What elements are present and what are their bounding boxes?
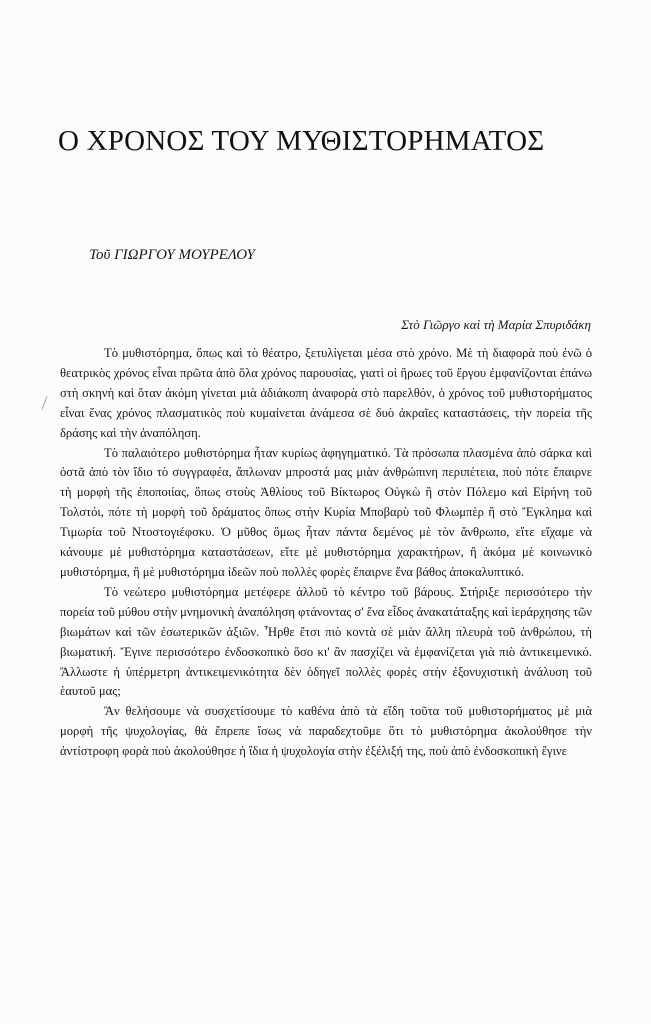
article-dedication: Στὸ Γιῶργο καὶ τὴ Μαρία Σπυριδάκη xyxy=(401,317,591,332)
margin-mark xyxy=(42,396,48,409)
paragraph-2: Τὸ παλαιότερο μυθιστόρημα ἦταν κυρίως ἀφηγηματικό. Τὰ πρόσωπα πλασμένα ἀπὸ σάρκα καὶ ὀστᾶ ἀπὸ τὸν ἴδιο τὸ συγγραφέα, ἅπλωναν μπροστά μας μιὰν ἀνθρώπινη περιπέτεια, ποὺ πότε ἔπαιρνε τὴ μορφὴ τῆς ἐποποιίας, ὅπως στοὺς Ἀθλίους τοῦ Βίκτωρος Οὐγκὼ ἢ στὸν Πόλεμο καὶ Εἰρήνη τοῦ Τολστόι, πότε τὴ μορφὴ τοῦ δράματος ὅπως στὴν Κυρία Μποβαρὺ τοῦ Φλωμπὲρ ἢ στὸ Ἔγκλημα καὶ Τιμωρία τοῦ Ντοστογιέφσκυ. Ὁ μῦθος ὅμως ἦταν πάντα δεμένος μὲ τὸν ἄνθρωπο, εἴτε εἴχαμε νὰ κάνουμε μὲ μυθιστόρημα καταστάσεων, εἴτε μὲ μυθιστόρημα χαρακτήρων, ἢ ἀκόμα μὲ κοινωνικὸ μυθιστόρημα, ἢ μὲ μυθιστόρημα ἰδεῶν ποὺ πολλὲς φορὲς ἔπαιρνε ἕνα βάθος ἀποκαλυπτικό. xyxy=(60,445,592,579)
article-author: Τοῦ ΓΙΩΡΓΟΥ ΜΟΥΡΕΛΟΥ xyxy=(89,247,255,263)
article-title: Ο ΧΡΟΝΟΣ ΤΟΥ ΜΥΘΙΣΤΟΡΗΜΑΤΟΣ xyxy=(58,125,545,157)
article-body xyxy=(60,344,592,762)
paragraph-3: Τὸ νεώτερο μυθιστόρημα μετέφερε ἀλλοῦ τὸ κέντρο τοῦ βάρους. Στήριξε περισσότερο τὴν πορεία τοῦ μύθου στὴν μνημονικὴ ἀναπόληση φτάνοντας σ' ἕνα εἶδος ἀνακατάταξης καὶ ἱεράρχησης τῶν βιωμάτων καὶ τῶν ἐσωτερικῶν ἀξιῶν. Ἦρθε ἔτσι πιὸ κοντὰ σὲ μιὰν ἄλλη πλευρὰ τοῦ ἀνθρώπου, τὴ βιωματική. Ἔγινε περισσότερο ἐνδοσκοπικὸ ὅσο κι' ἂν πασχίζει νὰ ἐμφανίζεται γιὰ πιὸ ἀντικειμενικό. Ἄλλωστε ἡ ὑπέρμετρη ἀντικειμενικότητα δὲν ὁδηγεῖ πολλὲς φορὲς στὴν ἐξονυχιστικὴ ἀνάλυση τοῦ ἑαυτοῦ μας; xyxy=(60,584,592,699)
paragraph-1: Τὸ μυθιστόρημα, ὅπως καὶ τὸ θέατρο, ξετυλίγεται μέσα στὸ χρόνο. Μὲ τὴ διαφορὰ ποὺ ἐνῶ ὁ θεατρικὸς χρόνος εἶναι πρῶτα ἀπὸ ὅλα χρόνος παρουσίας, γιατὶ οἱ ἥρωες τοῦ ἔργου ἐμφανίζονται ἐπάνω στὴ σκηνὴ καὶ ὅταν ἀκόμη γίνεται μιὰ ἀδιάκοπη ἀναφορὰ στὸ παρελθόν, ὁ χρόνος τοῦ μυθιστορήματος εἶναι ἕνας χρόνος πλασματικὸς ποὺ κυμαίνεται ἀνάμεσα σὲ δυὸ ἀκραῖες καταστάσεις, τὴν πορεία τῆς δράσης καὶ τὴν ἀναπόληση. xyxy=(60,346,592,440)
paragraph-4: Ἂν θελήσουμε νὰ συσχετίσουμε τὸ καθένα ἀπὸ τὰ εἴδη τοῦτα τοῦ μυθιστορήματος μὲ μιὰ μορφὴ τῆς ψυχολογίας, θὰ ἔπρεπε ἴσως νὰ παραδεχτοῦμε ὅτι τὸ μυθιστόρημα ἀκολούθησε τὴν ἀντίστροφη φορὰ ποὺ ἀκολούθησε ἡ ἴδια ἡ ψυχολογία στὴν ἐξέλιξή της, ποὺ ἀπὸ ἐνδοσκοπικὴ ἔγινε xyxy=(60,704,592,759)
